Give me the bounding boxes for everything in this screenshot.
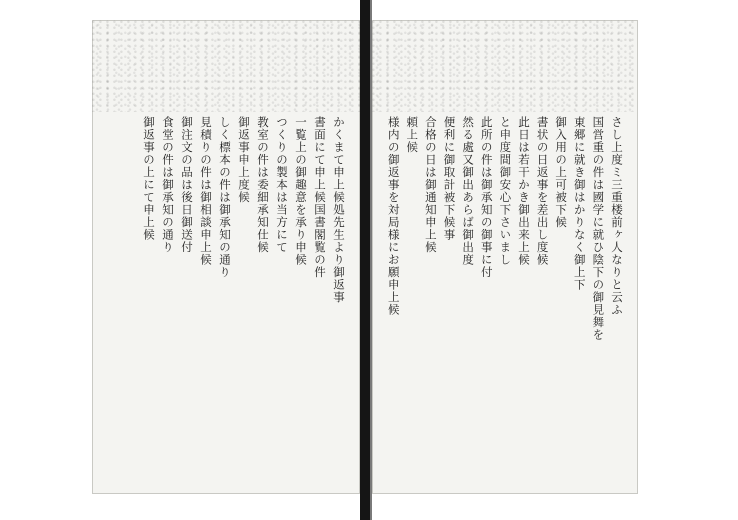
left-page-text <box>106 116 346 472</box>
text-column: 便利に御取計被下候事 <box>442 116 457 241</box>
text-column: 頼上候 <box>405 116 420 154</box>
text-column: 御注文の品は後日御送付 <box>180 116 194 254</box>
text-column: 御返事申上度候 <box>237 116 251 204</box>
text-column: 一覧上の御趣意を承り申候 <box>294 116 308 266</box>
text-column: 教室の件は委細承知仕候 <box>256 116 270 254</box>
text-column: 見積りの件は御相談申上候 <box>199 116 213 266</box>
text-column: 然る處又御出あらば御出度 <box>461 116 476 266</box>
text-column: 此所の件は御承知の御事に付 <box>479 116 494 279</box>
text-column: 御返事の上にて申上候 <box>142 116 156 241</box>
left-page-top-margin <box>92 20 360 112</box>
text-column: しく標本の件は御承知の通り <box>218 116 232 279</box>
text-column: つくりの製本は当方にて <box>275 116 289 254</box>
left-page <box>92 20 360 494</box>
text-column: さし上度ミ三重楼前ヶ人なりと云ふ <box>610 116 624 316</box>
text-column: 御入用の上可被下候 <box>554 116 569 229</box>
text-column: 様内の御返事を対局様にお願申上候 <box>386 116 401 316</box>
text-column: 書状の日返事を差出し度候 <box>535 116 550 266</box>
text-column: 国営重の件は國学に就ひ陰下の御見舞を <box>591 116 606 341</box>
text-column: 此日は若干かき御出来上候 <box>516 116 531 266</box>
text-column: 食堂の件は御承知の通り <box>161 116 175 254</box>
right-page <box>372 20 638 494</box>
right-page-top-margin <box>372 20 638 112</box>
text-column: かくまて申上候処先生より御返事 <box>332 116 346 304</box>
book-gutter <box>360 0 372 520</box>
right-page-text <box>386 116 624 472</box>
text-column: と申度間御安心下さいまし <box>498 116 513 266</box>
text-column: 東郷に就き御はかりなく御上下 <box>572 116 587 291</box>
text-column: 合格の日は御通知申上候 <box>423 116 438 254</box>
text-column: 書面にて申上候国書閣覧の件 <box>313 116 327 279</box>
